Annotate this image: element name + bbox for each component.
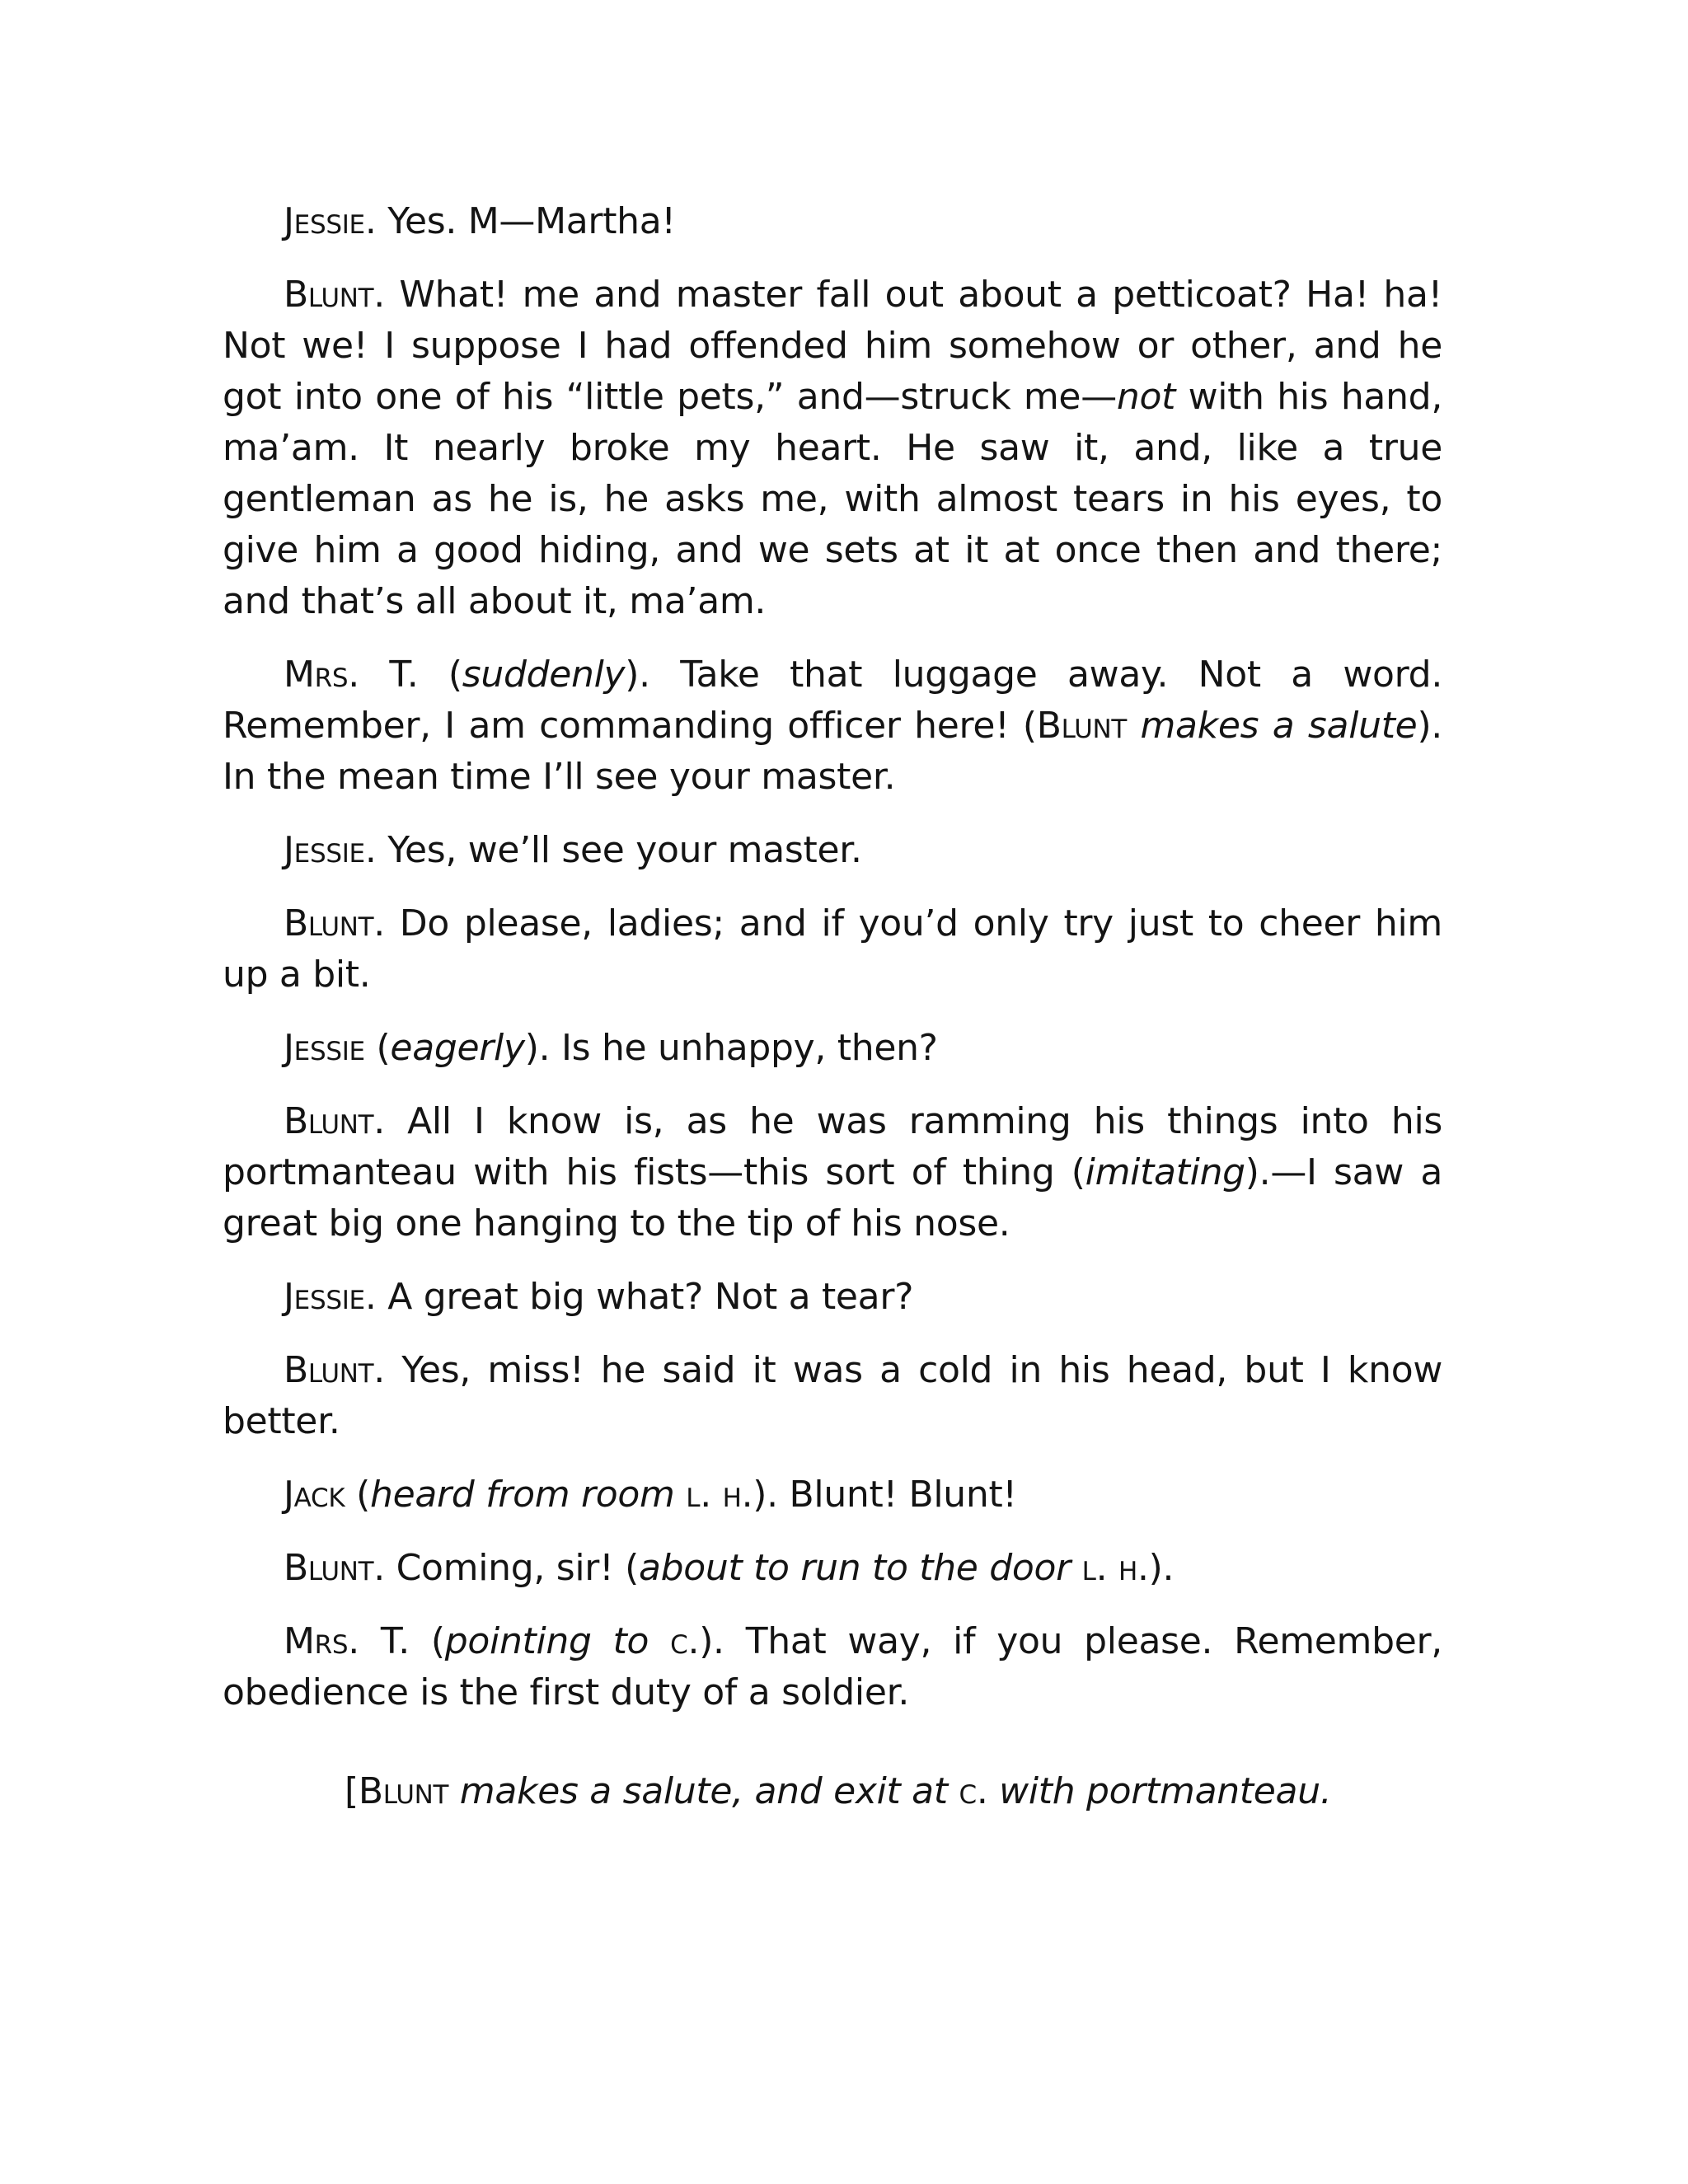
dialogue-paragraph bbox=[223, 1616, 1442, 1718]
speech-text: . T. ( bbox=[348, 1620, 445, 1662]
dialogue-body bbox=[223, 196, 1442, 1718]
dialogue-paragraph bbox=[223, 196, 1442, 247]
stage-ref: Blunt bbox=[358, 1770, 449, 1812]
speaker-name: Mrs bbox=[284, 1620, 349, 1662]
speech-text: . What! me and master fall out about a petticoat? Ha! ha! Not we! I suppose I had offended him somehow or other, and he got into one of his “little pets,” and—struck me— bbox=[223, 274, 1442, 418]
speaker-name: Mrs bbox=[284, 654, 349, 696]
speech-text: ). Blunt! Blunt! bbox=[753, 1474, 1017, 1516]
speaker-name: Jack bbox=[284, 1474, 345, 1516]
speech-text: ).—I saw a great big one hanging to the tip of his nose. bbox=[223, 1151, 1442, 1244]
stage-ref: l. h. bbox=[1070, 1547, 1149, 1589]
stage-note: about to run to the door bbox=[638, 1547, 1071, 1589]
speech-text: with his hand, ma’am. It nearly broke my heart. He saw it, and, like a true gentleman as he is, he asks me, with almost tears in his eyes, to give him a good hiding, and we sets at it at once then and there; and that’s all about it, ma’am. bbox=[223, 376, 1442, 622]
speaker-name: Blunt bbox=[284, 1349, 374, 1391]
speech-text: ). Is he unhappy, then? bbox=[524, 1027, 938, 1069]
speech-text: . T. ( bbox=[348, 654, 462, 696]
play-page bbox=[223, 196, 1442, 1817]
stage-note: with portmanteau. bbox=[987, 1770, 1332, 1812]
stage-note: makes a salute, and exit at bbox=[448, 1770, 948, 1812]
speech-text: ). Take that luggage away. Not a word. Remember, I am commanding officer here! ( bbox=[223, 654, 1443, 747]
dialogue-paragraph bbox=[223, 1272, 1442, 1323]
dialogue-paragraph bbox=[223, 1543, 1442, 1594]
dialogue-paragraph bbox=[223, 1469, 1442, 1521]
stage-note: heard from room bbox=[369, 1474, 675, 1516]
speaker-name: Jessie bbox=[284, 200, 365, 242]
speech-text: . Yes, miss! he said it was a cold in his head, but I know better. bbox=[223, 1349, 1442, 1442]
dialogue-paragraph bbox=[223, 898, 1442, 1001]
speech-text: ). In the mean time I’ll see your master. bbox=[223, 705, 1442, 798]
speech-text: . All I know is, as he was ramming his things into his portmanteau with his fists—this sort of thing ( bbox=[223, 1100, 1442, 1193]
stage-ref: Blunt bbox=[1036, 705, 1128, 747]
speech-text: ( bbox=[364, 1027, 391, 1069]
speech-text: . Coming, sir! ( bbox=[373, 1547, 639, 1589]
speaker-name: Jessie bbox=[284, 1276, 365, 1318]
speech-text: ). That way, if you please. Remember, obedience is the first duty of a soldier. bbox=[223, 1620, 1442, 1713]
speech-text: ( bbox=[345, 1474, 370, 1516]
speech-text: . Yes. M—Martha! bbox=[364, 200, 676, 242]
dialogue-paragraph bbox=[223, 825, 1442, 876]
speaker-name: Blunt bbox=[284, 1547, 374, 1589]
dialogue-paragraph bbox=[223, 1096, 1442, 1249]
speech-text: [ bbox=[345, 1770, 359, 1812]
stage-note: not bbox=[1116, 376, 1176, 418]
dialogue-paragraph bbox=[223, 1023, 1442, 1074]
stage-note: imitating bbox=[1085, 1151, 1245, 1193]
stage-ref: c. bbox=[947, 1770, 988, 1812]
dialogue-paragraph bbox=[223, 649, 1442, 803]
speech-text: . Do please, ladies; and if you’d only try just to cheer him up a bit. bbox=[223, 902, 1442, 996]
speech-text: . Yes, we’ll see your master. bbox=[364, 829, 862, 871]
stage-direction bbox=[223, 1766, 1442, 1817]
speech-text: ). bbox=[1148, 1547, 1175, 1589]
speaker-name: Blunt bbox=[284, 902, 374, 944]
speaker-name: Blunt bbox=[284, 1100, 374, 1142]
speaker-name: Jessie bbox=[284, 1027, 365, 1069]
stage-note: suddenly bbox=[462, 654, 626, 696]
stage-ref: l. h. bbox=[674, 1474, 753, 1516]
stage-note: pointing to bbox=[444, 1620, 649, 1662]
stage-note: eagerly bbox=[390, 1027, 525, 1069]
stage-note: makes a salute bbox=[1127, 705, 1418, 747]
stage-ref: c. bbox=[649, 1620, 700, 1662]
speaker-name: Jessie bbox=[284, 829, 365, 871]
dialogue-paragraph bbox=[223, 269, 1442, 627]
dialogue-paragraph bbox=[223, 1345, 1442, 1447]
speaker-name: Blunt bbox=[284, 274, 374, 316]
speech-text: . A great big what? Not a tear? bbox=[364, 1276, 914, 1318]
